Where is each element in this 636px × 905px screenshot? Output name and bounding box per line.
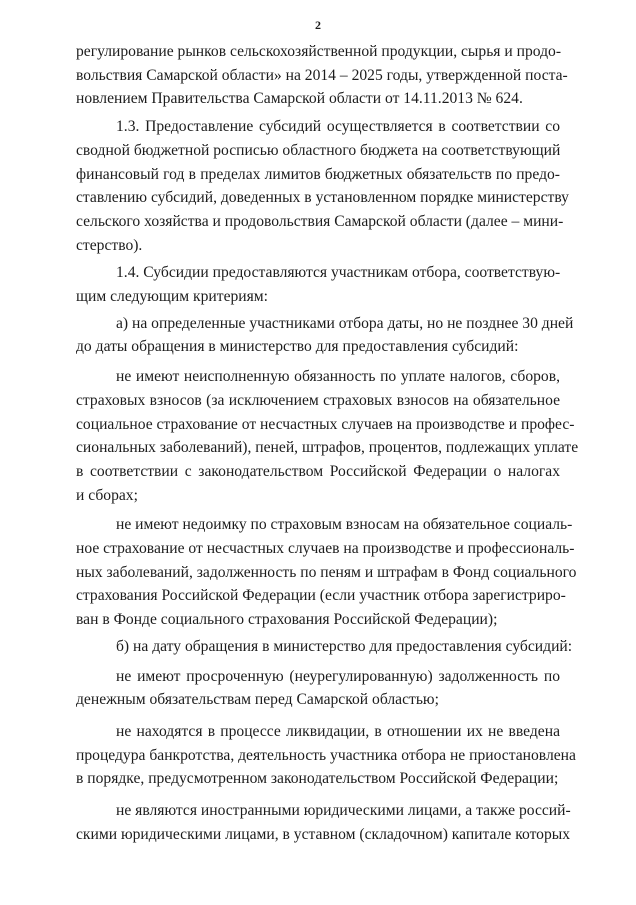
text-line: не имеют просроченную (неурегулированную) задолженность по (116, 667, 560, 685)
text-line: страховых взносов (за исключением страховых взносов на обязательное (76, 391, 560, 409)
text-line: не являются иностранными юридическими лицами, а также россий- (116, 802, 571, 820)
text-line: финансовый год в пределах лимитов бюджетных обязательств по предо- (76, 165, 560, 183)
text-line: до даты обращения в министерство для предоставления субсидий: (76, 338, 519, 356)
text-line: в порядке, предусмотренном законодательством Российской Федерации; (76, 770, 559, 788)
text-line: 1.3. Предоставление субсидий осуществляется в соответствии со (116, 118, 560, 136)
text-line: вольствия Самарской области» на 2014 – 2025 годы, утвержденной поста- (76, 66, 568, 84)
text-line: щим следующим критериям: (76, 288, 269, 306)
text-line: стерство). (76, 236, 143, 254)
text-line: не находятся в процессе ликвидации, в отношении их не введена (116, 722, 560, 740)
text-line: социальное страхование от несчастных случаев на производстве и профес- (76, 415, 575, 433)
text-line: регулирование рынков сельскохозяйственной продукции, сырья и продо- (76, 43, 562, 60)
text-line: 1.4. Субсидии предоставляются участникам отбора, соответствую- (116, 264, 561, 282)
text-line: не имеют неисполненную обязанность по уплате налогов, сборов, (116, 368, 560, 386)
text-line: сельского хозяйства и продовольствия Самарской области (далее – мини- (76, 212, 564, 230)
text-line: ван в Фонде социального страхования Российской Федерации); (76, 611, 498, 629)
text-line: скими юридическими лицами, в уставном (складочном) капитале которых (76, 825, 571, 843)
text-line: ное страхование от несчастных случаев на производстве и профессиональ- (76, 540, 575, 558)
text-line: сиональных заболеваний), пеней, штрафов, процентов, подлежащих уплате (76, 439, 579, 457)
text-line: новлением Правительства Самарской области от 14.11.2013 № 624. (76, 90, 523, 108)
text-line: ных заболеваний, задолженность по пеням и штрафам в Фонд социального (76, 563, 577, 581)
text-line: ставлению субсидий, доведенных в установленном порядке министерству (76, 189, 569, 207)
page-number: 2 (315, 18, 321, 32)
text-line: в соответствии с законодательством Российской Федерации о налогах (76, 462, 560, 480)
text-line: б) на дату обращения в министерство для предоставления субсидий: (116, 637, 573, 655)
document-body (76, 40, 579, 847)
text-line: денежным обязательствам перед Самарской областью; (76, 691, 439, 709)
text-line: страхования Российской Федерации (если участник отбора зарегистриро- (76, 587, 566, 605)
text-line: и сборах; (76, 486, 138, 504)
text-line: не имеют недоимку по страховым взносам на обязательное социаль- (116, 516, 573, 534)
text-line: процедура банкротства, деятельность участника отбора не приостановлена (76, 746, 576, 764)
text-line: а) на определенные участниками отбора даты, но не позднее 30 дней (116, 314, 574, 332)
text-line: сводной бюджетной росписью областного бюджета на соответствующий (76, 141, 561, 159)
